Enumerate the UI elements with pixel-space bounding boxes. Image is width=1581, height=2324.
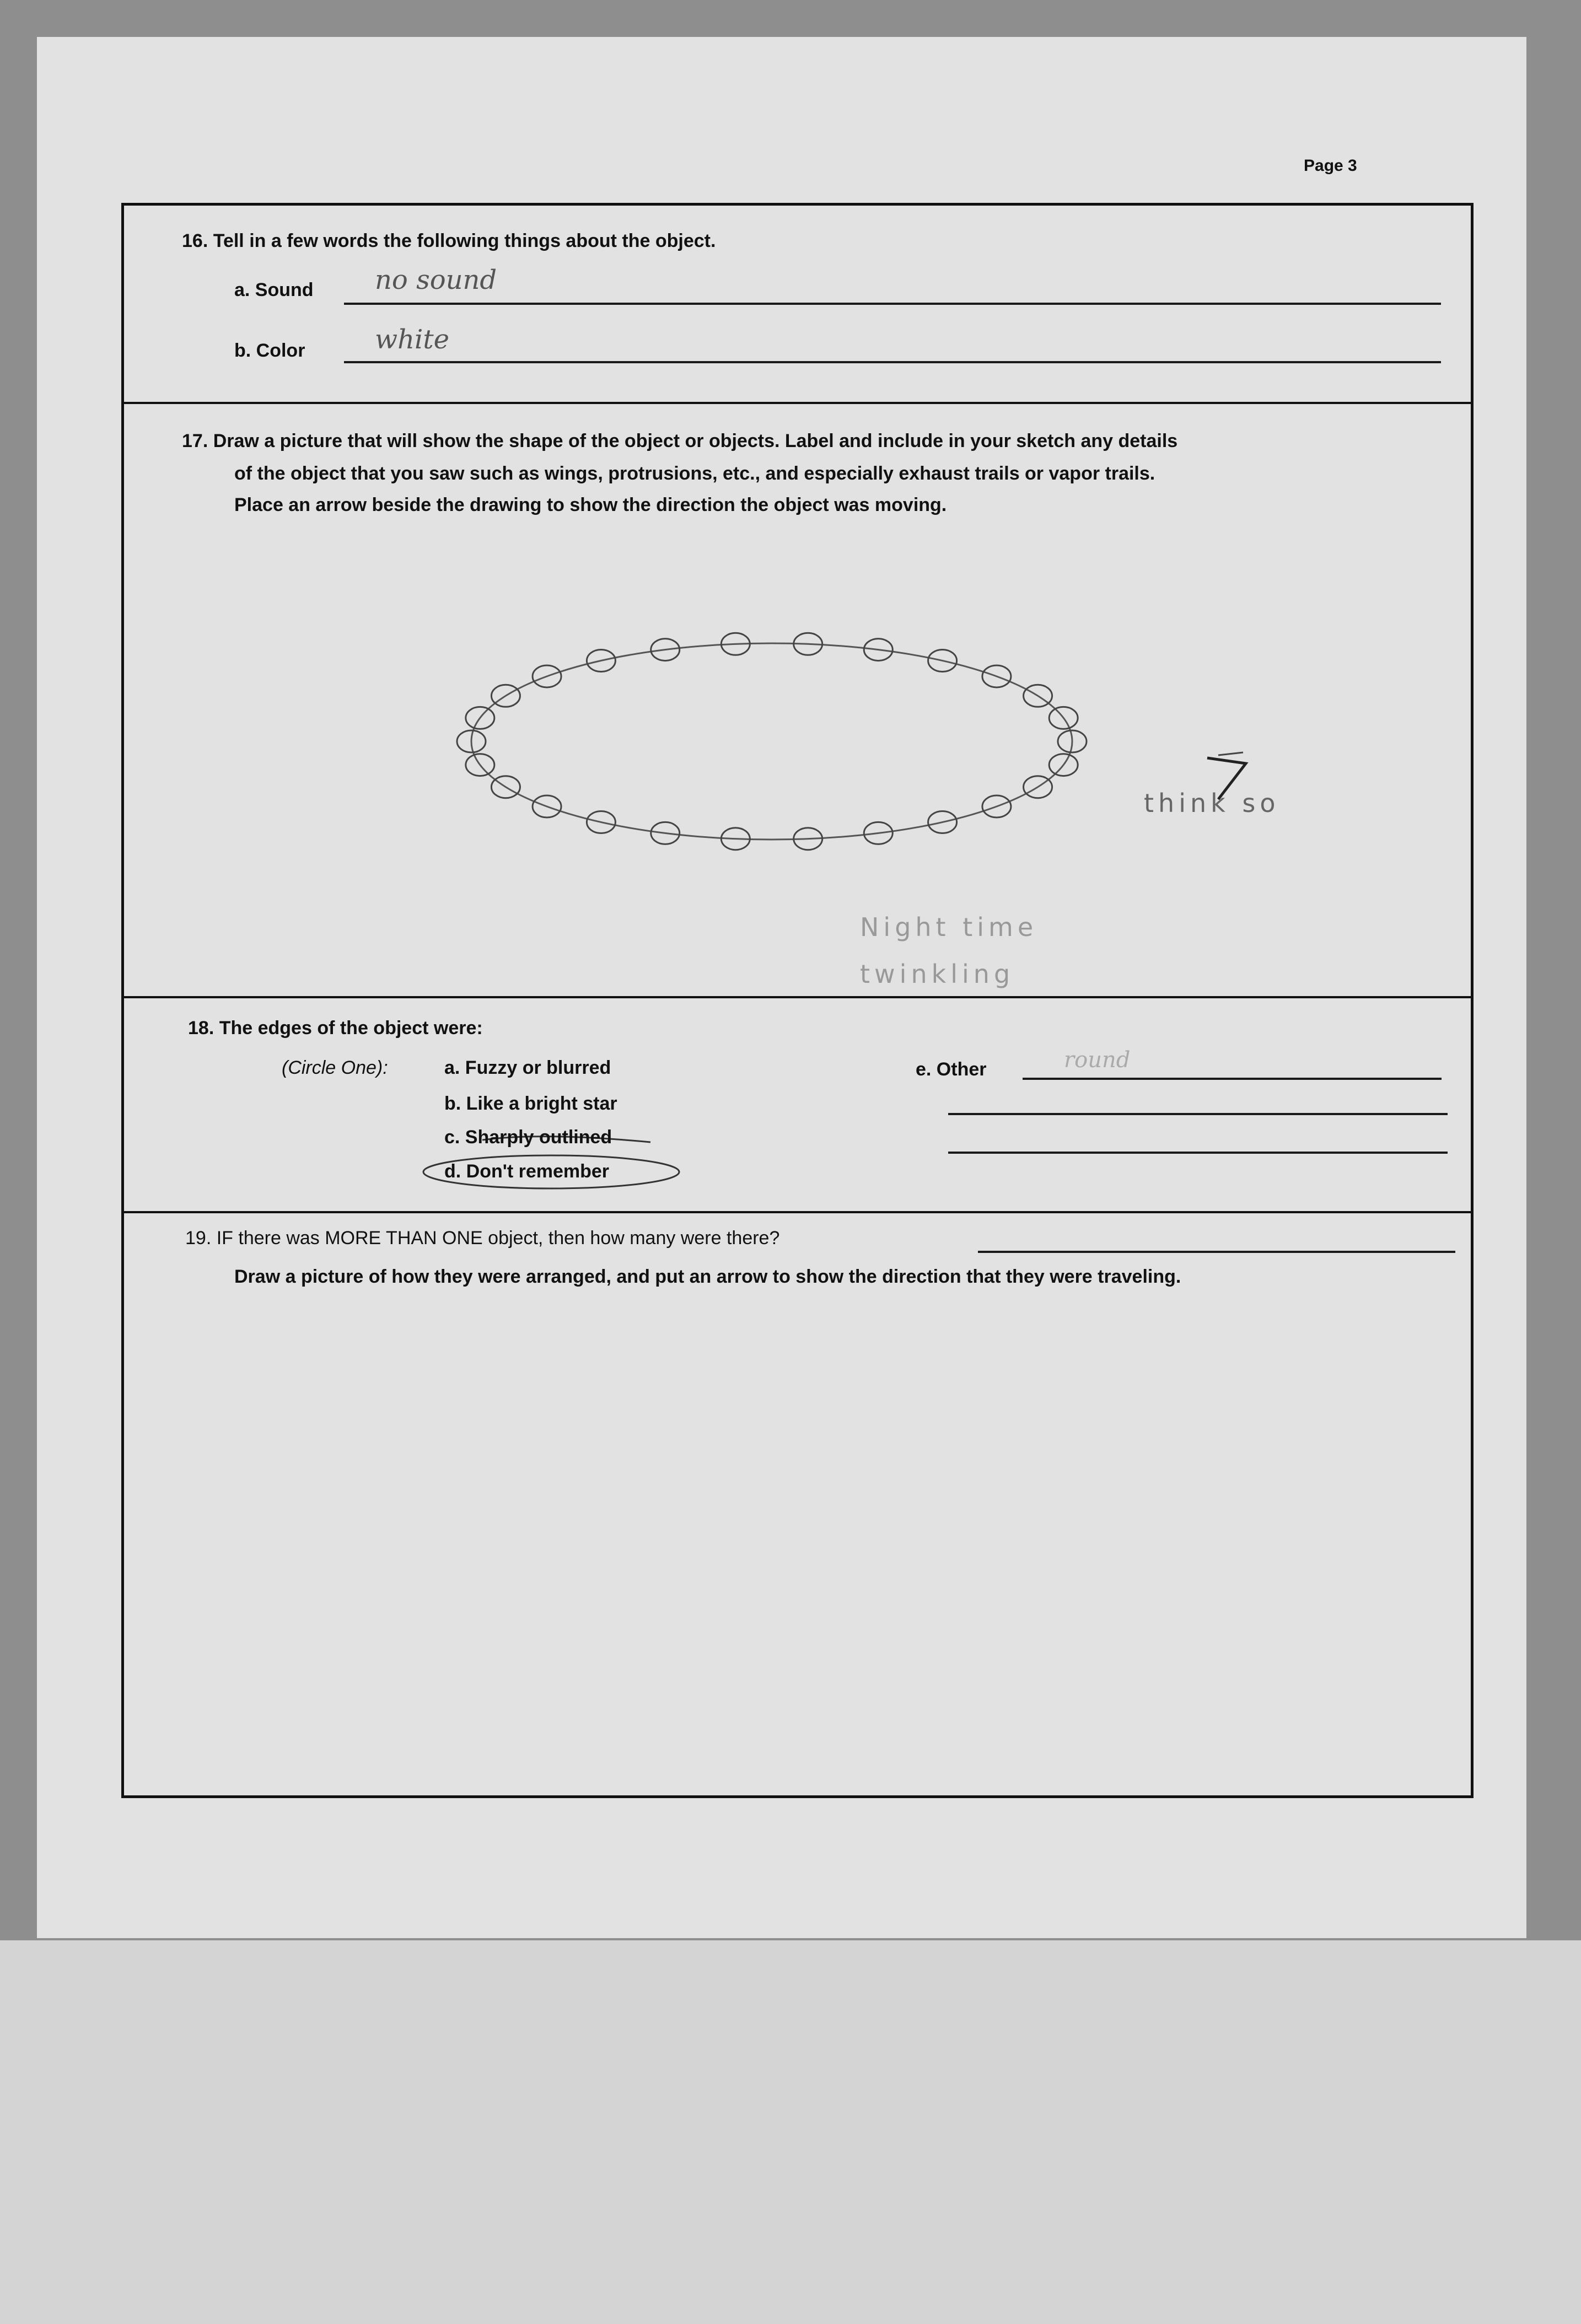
other-line: [1023, 1078, 1442, 1080]
q18-question: 18. The edges of the object were:: [188, 1018, 483, 1039]
option-a[interactable]: a. Fuzzy or blurred: [444, 1057, 611, 1078]
color-answer[interactable]: white: [375, 324, 450, 355]
object-outline: [471, 643, 1072, 840]
count-line: [978, 1251, 1455, 1253]
arrow-shaft: [1218, 752, 1243, 755]
q17-line1: 17. Draw a picture that will show the shape of the object or objects. Label and include in your sketch any details: [182, 431, 1178, 451]
circle-one-instruction: (Circle One):: [282, 1057, 388, 1078]
other-line-3: [948, 1152, 1448, 1154]
option-b[interactable]: b. Like a bright star: [444, 1093, 617, 1114]
q19-line2: Draw a picture of how they were arranged, and put an arrow to show the direction that they were traveling.: [234, 1266, 1181, 1287]
other-line-2: [948, 1113, 1448, 1115]
sketch-note-3: twinkling: [860, 959, 1015, 989]
option-c[interactable]: c. Sharply outlined: [444, 1127, 612, 1148]
color-label: b. Color: [234, 340, 305, 361]
sketch-note: think so: [1144, 788, 1280, 818]
q17-line3: Place an arrow beside the drawing to show the direction the object was moving.: [234, 494, 947, 515]
sound-answer[interactable]: no sound: [375, 265, 497, 295]
q16-question: 16. Tell in a few words the following things about the object.: [182, 230, 716, 251]
sketch-note-2: Night time: [860, 912, 1038, 942]
sound-label: a. Sound: [234, 279, 314, 300]
q19-line1: 19. IF there was MORE THAN ONE object, then how many were there?: [185, 1228, 780, 1249]
q17-line2: of the object that you saw such as wings, protrusions, etc., and especially exhaust trails or vapor trails.: [234, 463, 1155, 484]
bead-circles: [457, 633, 1087, 849]
other-label: e. Other: [916, 1059, 987, 1080]
other-answer[interactable]: round: [1064, 1047, 1131, 1073]
page-number: Page 3: [1304, 157, 1357, 175]
option-d[interactable]: d. Don't remember: [444, 1161, 610, 1182]
